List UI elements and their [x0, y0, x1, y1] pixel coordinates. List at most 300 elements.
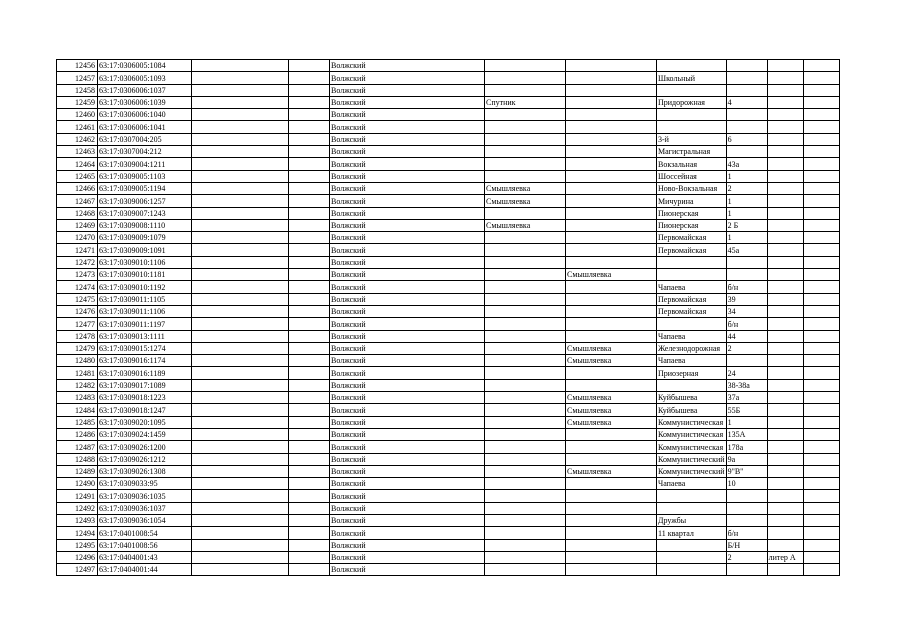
table-cell [289, 453, 330, 465]
table-cell [192, 367, 289, 379]
table-cell: б/н [726, 318, 767, 330]
table-cell [657, 109, 727, 121]
table-cell: 12457 [57, 72, 98, 84]
table-cell: Чапаева [657, 281, 727, 293]
table-cell [289, 256, 330, 268]
table-cell [289, 281, 330, 293]
table-cell: Смышляевка [566, 404, 657, 416]
table-cell [726, 269, 767, 281]
table-cell [657, 269, 727, 281]
table-cell [566, 207, 657, 219]
table-row [57, 182, 840, 194]
table-cell: 2 [726, 551, 767, 563]
table-cell [289, 318, 330, 330]
table-row [57, 564, 840, 576]
table-cell [485, 502, 566, 514]
table-cell [289, 465, 330, 477]
table-cell [192, 318, 289, 330]
table-row [57, 281, 840, 293]
table-cell: 1 [726, 207, 767, 219]
table-cell [485, 256, 566, 268]
table-cell: 63:17:0309010:1106 [98, 256, 192, 268]
table-cell [566, 453, 657, 465]
table-cell [192, 355, 289, 367]
table-cell: Волжский [330, 232, 485, 244]
table-row [57, 551, 840, 563]
table-cell [657, 256, 727, 268]
table-cell [485, 514, 566, 526]
table-cell [289, 305, 330, 317]
table-cell [726, 109, 767, 121]
table-cell: 2 [726, 182, 767, 194]
table-cell [289, 478, 330, 490]
table-cell: 63:17:0307004:205 [98, 133, 192, 145]
table-cell: 63:17:0306006:1037 [98, 84, 192, 96]
table-cell [289, 96, 330, 108]
table-row [57, 478, 840, 490]
table-cell: 63:17:0306006:1040 [98, 109, 192, 121]
table-cell [485, 281, 566, 293]
table-cell [289, 330, 330, 342]
table-cell: 12489 [57, 465, 98, 477]
table-cell: 12495 [57, 539, 98, 551]
table-cell: Железнодорожная [657, 342, 727, 354]
table-cell [657, 539, 727, 551]
table-cell: Волжский [330, 342, 485, 354]
table-cell [803, 453, 839, 465]
table-cell: 63:17:0309018:1223 [98, 392, 192, 404]
table-cell: Волжский [330, 256, 485, 268]
table-cell [566, 109, 657, 121]
table-cell [289, 539, 330, 551]
table-row [57, 109, 840, 121]
table-cell [803, 342, 839, 354]
table-cell [803, 219, 839, 231]
table-cell [192, 564, 289, 576]
table-cell [803, 109, 839, 121]
table-cell: Волжский [330, 244, 485, 256]
table-cell [803, 182, 839, 194]
table-cell: 4 [726, 96, 767, 108]
table-cell: 63:17:0309020:1095 [98, 416, 192, 428]
table-cell: 63:17:0309026:1212 [98, 453, 192, 465]
table-cell [485, 441, 566, 453]
table-row [57, 269, 840, 281]
table-row [57, 256, 840, 268]
table-cell [767, 219, 803, 231]
table-cell [566, 256, 657, 268]
table-cell [192, 330, 289, 342]
table-row [57, 355, 840, 367]
table-cell [289, 207, 330, 219]
table-cell [726, 564, 767, 576]
table-row [57, 342, 840, 354]
table-cell [566, 170, 657, 182]
table-cell [726, 60, 767, 72]
table-cell: 12460 [57, 109, 98, 121]
table-cell: Смышляевка [566, 416, 657, 428]
table-cell [289, 72, 330, 84]
table-cell: литер А [767, 551, 803, 563]
table-cell: 12491 [57, 490, 98, 502]
table-cell: 178а [726, 441, 767, 453]
table-cell [192, 490, 289, 502]
table-cell [192, 514, 289, 526]
table-cell [289, 121, 330, 133]
table-cell [289, 404, 330, 416]
table-cell [192, 170, 289, 182]
table-cell: 12471 [57, 244, 98, 256]
table-cell: 63:17:0306006:1039 [98, 96, 192, 108]
table-cell [289, 441, 330, 453]
table-cell [767, 379, 803, 391]
table-cell [726, 514, 767, 526]
table-cell: 63:17:0309016:1174 [98, 355, 192, 367]
table-row [57, 428, 840, 440]
table-cell [192, 109, 289, 121]
table-cell [566, 379, 657, 391]
table-cell [485, 109, 566, 121]
table-cell [803, 281, 839, 293]
table-cell [767, 355, 803, 367]
table-cell [192, 305, 289, 317]
table-cell [566, 133, 657, 145]
table-cell [192, 404, 289, 416]
table-cell: Смышляевка [566, 392, 657, 404]
table-cell [485, 367, 566, 379]
table-cell [485, 527, 566, 539]
table-cell: Волжский [330, 195, 485, 207]
table-cell [485, 269, 566, 281]
table-cell [657, 121, 727, 133]
table-cell [566, 195, 657, 207]
table-cell: 44 [726, 330, 767, 342]
table-cell [657, 502, 727, 514]
table-cell: Волжский [330, 96, 485, 108]
table-cell [192, 96, 289, 108]
table-cell: Волжский [330, 416, 485, 428]
table-cell [485, 170, 566, 182]
table-cell [289, 355, 330, 367]
table-cell [803, 514, 839, 526]
table-cell [803, 256, 839, 268]
table-row [57, 133, 840, 145]
table-cell: Волжский [330, 392, 485, 404]
table-cell: Магистральная [657, 146, 727, 158]
table-cell: Б/Н [726, 539, 767, 551]
table-cell [566, 219, 657, 231]
table-cell: Волжский [330, 478, 485, 490]
table-cell [767, 232, 803, 244]
table-cell [803, 195, 839, 207]
table-cell [485, 84, 566, 96]
table-cell: 11 квартал [657, 527, 727, 539]
table-cell: 12482 [57, 379, 98, 391]
table-cell [289, 109, 330, 121]
table-cell [566, 502, 657, 514]
table-cell [192, 428, 289, 440]
table-cell: Волжский [330, 379, 485, 391]
table-cell [803, 502, 839, 514]
table-cell: Смышляевка [485, 195, 566, 207]
table-cell: Волжский [330, 551, 485, 563]
table-cell: 135А [726, 428, 767, 440]
table-cell [803, 207, 839, 219]
table-cell [566, 281, 657, 293]
table-cell [485, 330, 566, 342]
table-cell [192, 121, 289, 133]
table-row [57, 318, 840, 330]
table-cell [485, 478, 566, 490]
table-cell [192, 539, 289, 551]
table-cell [726, 490, 767, 502]
table-cell [803, 527, 839, 539]
table-cell [289, 182, 330, 194]
table-cell [726, 72, 767, 84]
table-row [57, 367, 840, 379]
table-cell [803, 244, 839, 256]
table-cell: 9а [726, 453, 767, 465]
table-cell: 63:17:0306006:1041 [98, 121, 192, 133]
table-cell: Волжский [330, 60, 485, 72]
table-cell [566, 428, 657, 440]
table-cell: Волжский [330, 170, 485, 182]
table-cell: 1 [726, 170, 767, 182]
table-row [57, 453, 840, 465]
table-cell [803, 441, 839, 453]
table-cell: Коммунистический [658, 467, 725, 477]
table-cell [485, 404, 566, 416]
table-cell: Волжский [330, 330, 485, 342]
table-cell [192, 293, 289, 305]
table-cell [485, 293, 566, 305]
table-cell [767, 428, 803, 440]
table-cell: 12464 [57, 158, 98, 170]
table-cell: Волжский [330, 182, 485, 194]
table-row [57, 146, 840, 158]
table-cell: 63:17:0309036:1054 [98, 514, 192, 526]
table-row [57, 232, 840, 244]
table-cell: Куйбышева [657, 392, 727, 404]
table-cell: Приозерная [657, 367, 727, 379]
table-cell: 12468 [57, 207, 98, 219]
table-cell [657, 490, 727, 502]
table-cell: Чапаева [657, 330, 727, 342]
table-row [57, 121, 840, 133]
table-cell [289, 428, 330, 440]
table-cell [566, 318, 657, 330]
table-cell [289, 269, 330, 281]
table-cell: 12470 [57, 232, 98, 244]
table-row [57, 84, 840, 96]
table-cell [803, 416, 839, 428]
table-cell [192, 502, 289, 514]
table-cell: Первомайская [657, 293, 727, 305]
table-cell: 12476 [57, 305, 98, 317]
table-cell: б/н [726, 281, 767, 293]
table-cell [803, 330, 839, 342]
table-cell [485, 318, 566, 330]
table-cell [803, 121, 839, 133]
table-row [57, 207, 840, 219]
table-cell: 63:17:0309004:1211 [98, 158, 192, 170]
table-row [57, 514, 840, 526]
table-cell: Волжский [330, 72, 485, 84]
table-cell [803, 60, 839, 72]
table-cell [566, 72, 657, 84]
table-cell: 2 Б [726, 219, 767, 231]
table-cell: Пионерская [657, 219, 727, 231]
table-cell [803, 96, 839, 108]
table-cell [566, 244, 657, 256]
table-cell: 63:17:0309010:1192 [98, 281, 192, 293]
table-cell: Волжский [330, 355, 485, 367]
table-cell: 63:17:0404001:43 [98, 551, 192, 563]
table-cell [485, 133, 566, 145]
table-row [57, 441, 840, 453]
table-cell [485, 72, 566, 84]
data-table [56, 59, 840, 576]
table-cell: 43а [726, 158, 767, 170]
table-cell [192, 416, 289, 428]
table-cell: 12477 [57, 318, 98, 330]
table-cell: 45а [726, 244, 767, 256]
table-row [57, 527, 840, 539]
table-cell: 63:17:0309024:1459 [98, 428, 192, 440]
table-cell [767, 342, 803, 354]
table-cell [767, 109, 803, 121]
table-cell [767, 465, 803, 477]
table-cell [289, 379, 330, 391]
table-cell: 63:17:0309026:1200 [98, 441, 192, 453]
table-cell [192, 232, 289, 244]
table-cell [192, 281, 289, 293]
table-cell [485, 392, 566, 404]
table-row [57, 416, 840, 428]
table-cell: Смышляевка [485, 219, 566, 231]
table-cell: 63:17:0309007:1243 [98, 207, 192, 219]
table-cell [566, 441, 657, 453]
table-cell: Спутник [485, 96, 566, 108]
table-cell [657, 551, 727, 563]
table-cell: 63:17:0309018:1247 [98, 404, 192, 416]
table-cell: Волжский [330, 564, 485, 576]
table-cell [767, 72, 803, 84]
table-cell: 12496 [57, 551, 98, 563]
table-cell [767, 318, 803, 330]
table-cell [566, 367, 657, 379]
table-cell: 12458 [57, 84, 98, 96]
table-cell [289, 158, 330, 170]
table-cell [192, 195, 289, 207]
table-cell: Волжский [330, 428, 485, 440]
table-cell: 12478 [57, 330, 98, 342]
table-cell [485, 539, 566, 551]
table-cell [767, 60, 803, 72]
table-cell [767, 182, 803, 194]
table-cell [289, 146, 330, 158]
table-cell [767, 514, 803, 526]
table-row [57, 72, 840, 84]
table-cell: 63:17:0404001:44 [98, 564, 192, 576]
table-cell [803, 170, 839, 182]
table-cell [289, 232, 330, 244]
table-cell [566, 232, 657, 244]
table-cell [767, 256, 803, 268]
table-cell [192, 146, 289, 158]
table-cell [289, 564, 330, 576]
table-cell: Волжский [330, 539, 485, 551]
table-row [57, 60, 840, 72]
table-row [57, 244, 840, 256]
table-cell: Чапаева [657, 355, 727, 367]
table-cell [485, 564, 566, 576]
table-cell [192, 60, 289, 72]
table-cell: 12465 [57, 170, 98, 182]
table-cell: Дружбы [657, 514, 727, 526]
table-cell [566, 514, 657, 526]
table-cell [803, 379, 839, 391]
table-cell [803, 564, 839, 576]
table-cell: 63:17:0309008:1110 [98, 219, 192, 231]
table-cell [803, 84, 839, 96]
table-cell [726, 121, 767, 133]
table-cell: 37а [726, 392, 767, 404]
table-cell: Смышляевка [566, 342, 657, 354]
table-cell [767, 84, 803, 96]
table-cell [192, 527, 289, 539]
table-cell [289, 84, 330, 96]
table-cell: 63:17:0306005:1084 [98, 60, 192, 72]
table-cell [767, 527, 803, 539]
table-cell: 63:17:0401008:56 [98, 539, 192, 551]
table-cell: Волжский [330, 305, 485, 317]
table-cell: 12493 [57, 514, 98, 526]
table-cell [767, 539, 803, 551]
table-cell: Смышляевка [566, 355, 657, 367]
table-cell [192, 465, 289, 477]
table-cell [767, 305, 803, 317]
table-cell: 63:17:0309009:1079 [98, 232, 192, 244]
table-cell [485, 232, 566, 244]
table-cell: 63:17:0309011:1106 [98, 305, 192, 317]
table-cell: Первомайская [657, 244, 727, 256]
table-cell [767, 478, 803, 490]
table-cell [767, 490, 803, 502]
table-cell [566, 330, 657, 342]
table-cell: б/н [726, 527, 767, 539]
table-cell: 55Б [726, 404, 767, 416]
table-row [57, 195, 840, 207]
table-cell [566, 146, 657, 158]
table-cell: Волжский [330, 146, 485, 158]
table-cell [803, 158, 839, 170]
table-cell: Волжский [330, 465, 485, 477]
table-cell: Смышляевка [566, 465, 657, 477]
table-cell: Коммунистическая [657, 428, 727, 440]
table-cell [803, 355, 839, 367]
table-cell: 12480 [57, 355, 98, 367]
table-cell [767, 564, 803, 576]
table-cell [566, 551, 657, 563]
table-cell [767, 170, 803, 182]
table-cell [192, 551, 289, 563]
table-row [57, 293, 840, 305]
table-cell: Волжский [330, 293, 485, 305]
table-cell [289, 195, 330, 207]
table-cell: Волжский [330, 453, 485, 465]
table-cell [767, 404, 803, 416]
